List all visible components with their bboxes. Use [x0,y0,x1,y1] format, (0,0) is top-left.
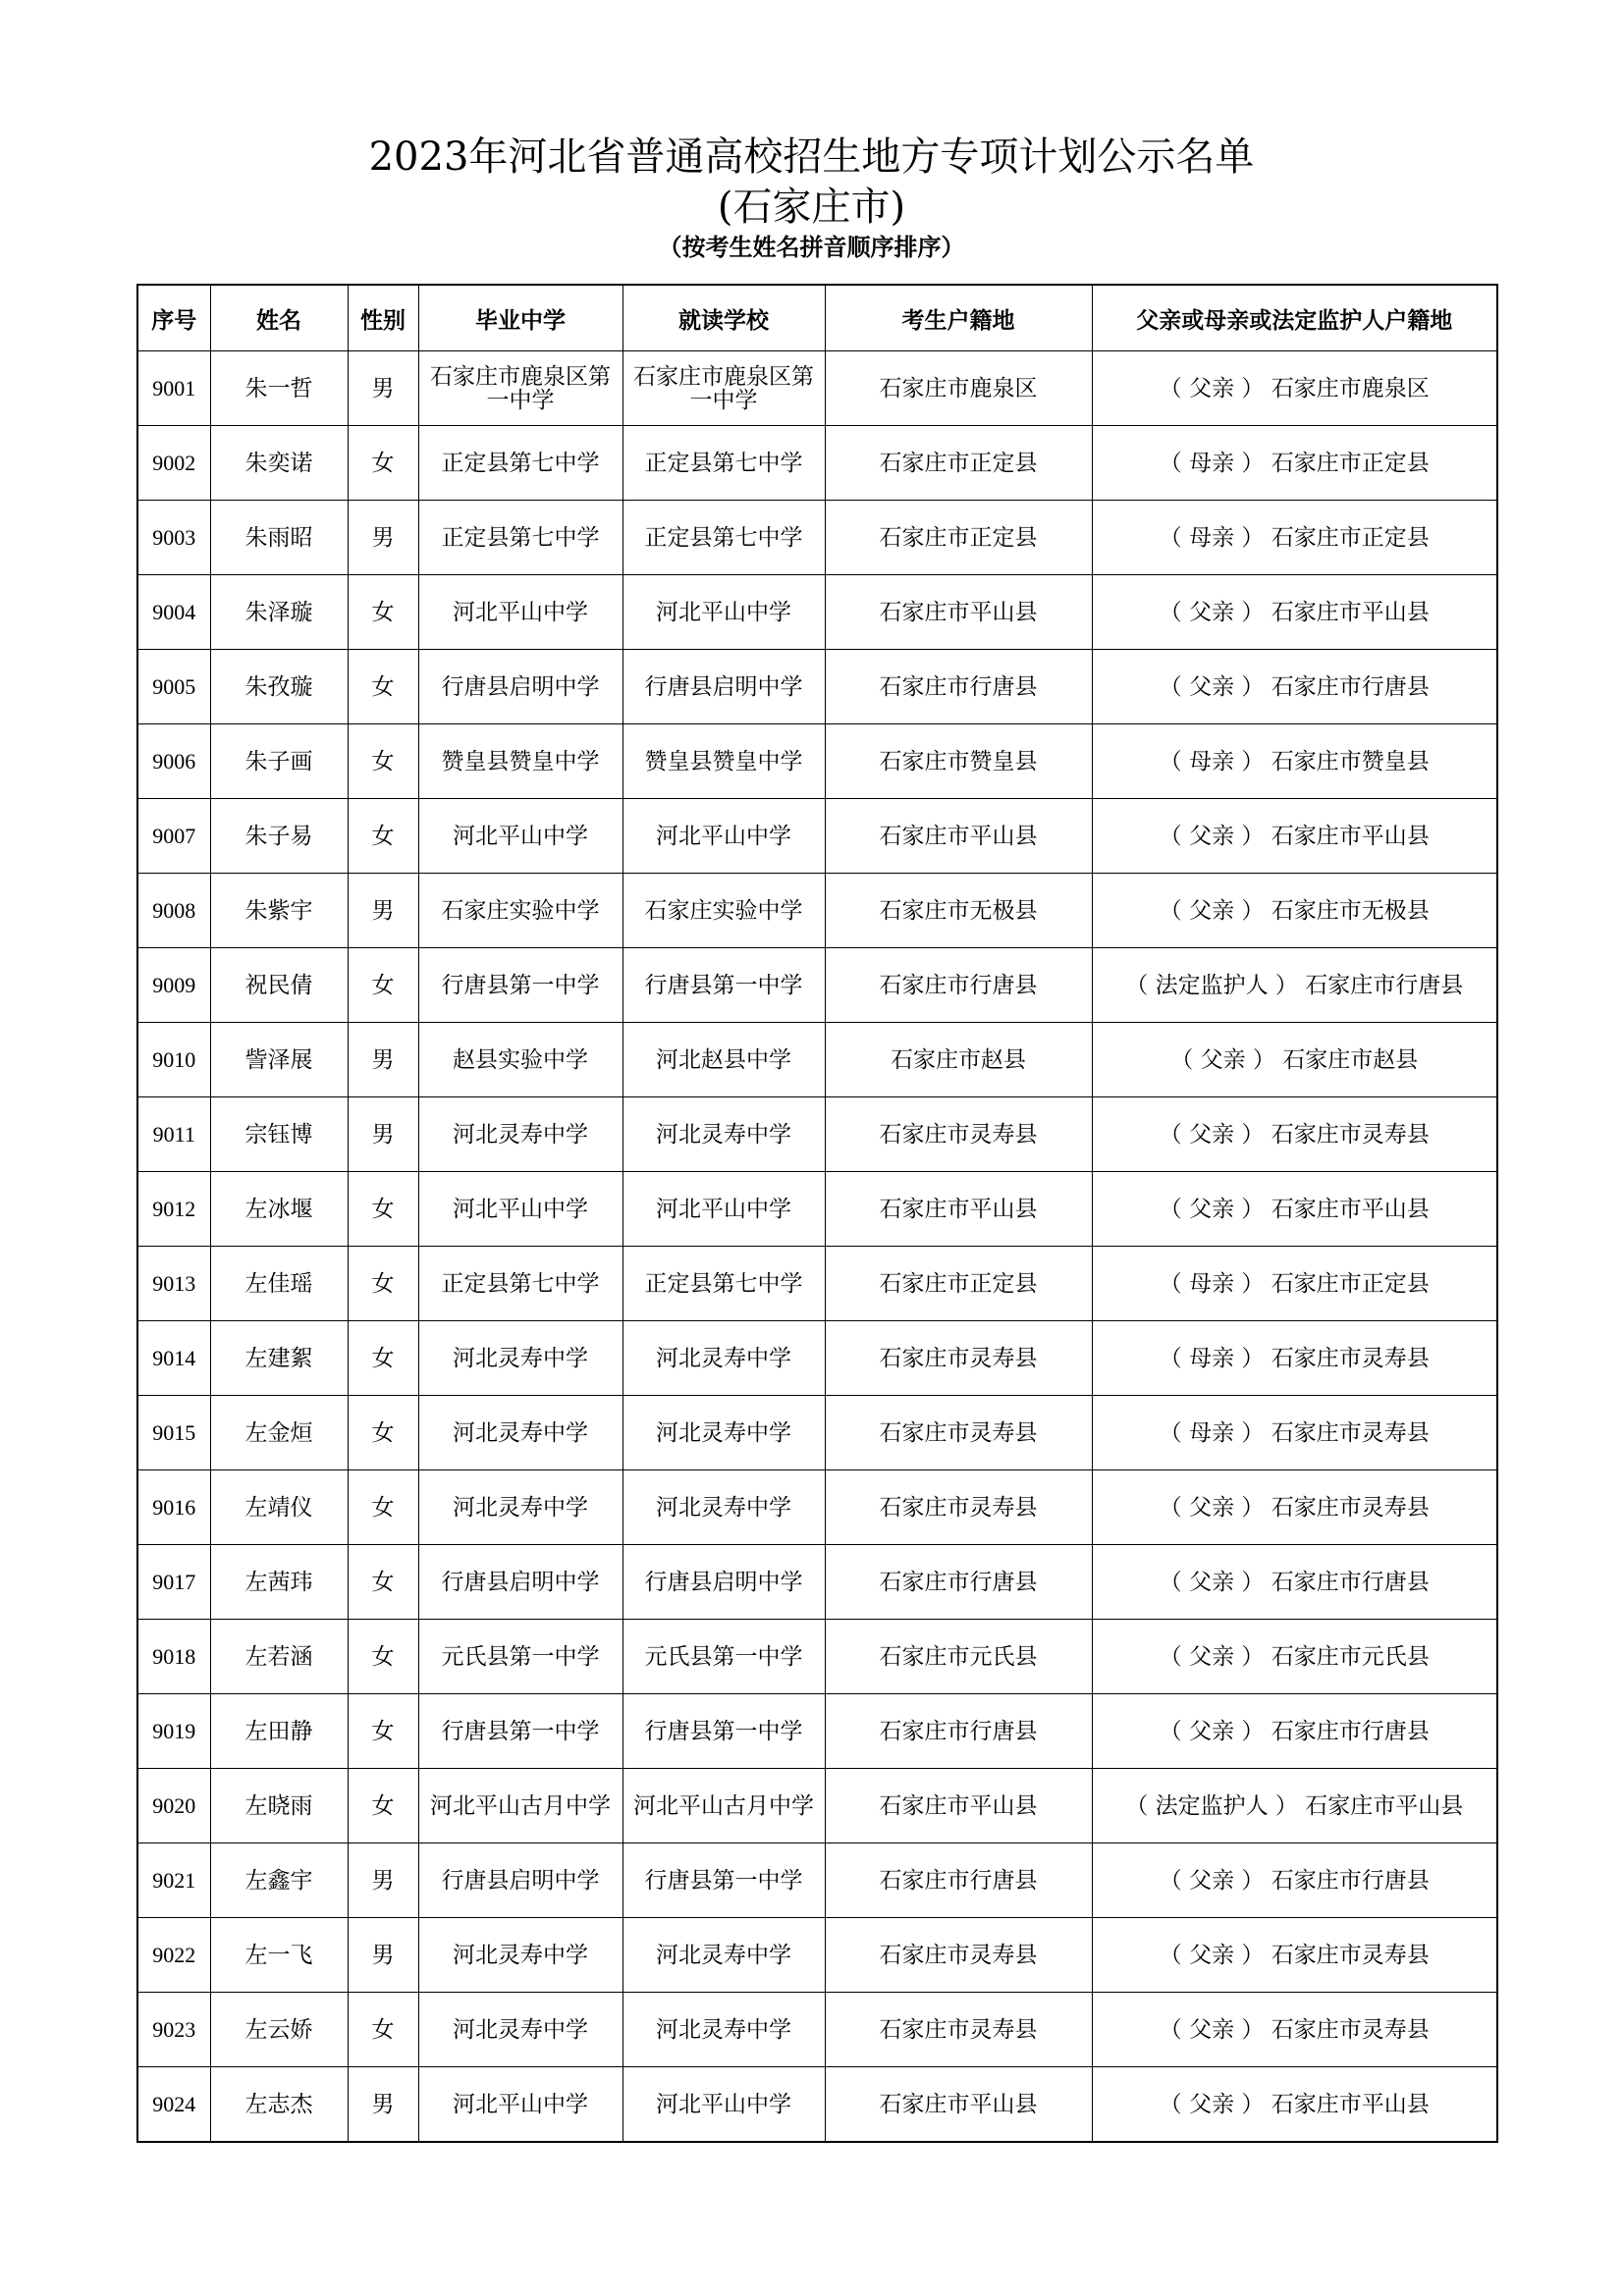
cell-guardian-household: （ 母亲 ） 石家庄市灵寿县 [1092,1396,1497,1470]
cell-graduation-school: 赞皇县赞皇中学 [418,724,622,799]
cell-index: 9014 [137,1321,210,1396]
cell-index: 9011 [137,1097,210,1172]
cell-guardian-household: （ 父亲 ） 石家庄市平山县 [1092,2067,1497,2143]
table-row [137,426,1497,501]
cell-household: 石家庄市赞皇县 [825,724,1092,799]
cell-current-school: 正定县第七中学 [622,426,825,501]
cell-gender: 女 [348,1172,418,1247]
table-row [137,2067,1497,2143]
cell-current-school: 河北灵寿中学 [622,1918,825,1993]
cell-gender: 女 [348,1620,418,1694]
cell-gender: 女 [348,799,418,874]
cell-name: 左靖仪 [210,1470,348,1545]
table-row [137,1023,1497,1097]
cell-graduation-school: 行唐县第一中学 [418,948,622,1023]
cell-gender: 女 [348,1545,418,1620]
cell-name: 左晓雨 [210,1769,348,1843]
cell-household: 石家庄市灵寿县 [825,1993,1092,2067]
cell-index: 9018 [137,1620,210,1694]
cell-index: 9024 [137,2067,210,2143]
table-row [137,1620,1497,1694]
table-row [137,799,1497,874]
cell-guardian-household: （ 父亲 ） 石家庄市平山县 [1092,575,1497,650]
cell-guardian-household: （ 母亲 ） 石家庄市正定县 [1092,426,1497,501]
cell-current-school: 河北平山中学 [622,799,825,874]
cell-guardian-household: （ 父亲 ） 石家庄市灵寿县 [1092,1470,1497,1545]
cell-gender: 女 [348,1769,418,1843]
cell-guardian-household: （ 母亲 ） 石家庄市赞皇县 [1092,724,1497,799]
cell-graduation-school: 石家庄实验中学 [418,874,622,948]
cell-household: 石家庄市鹿泉区 [825,351,1092,426]
cell-guardian-household: （ 父亲 ） 石家庄市赵县 [1092,1023,1497,1097]
cell-current-school: 行唐县第一中学 [622,948,825,1023]
cell-gender: 男 [348,501,418,575]
table-row [137,351,1497,426]
cell-household: 石家庄市行唐县 [825,650,1092,724]
cell-graduation-school: 正定县第七中学 [418,1247,622,1321]
cell-household: 石家庄市行唐县 [825,1694,1092,1769]
cell-household: 石家庄市灵寿县 [825,1396,1092,1470]
cell-graduation-school: 河北灵寿中学 [418,1321,622,1396]
cell-index: 9021 [137,1843,210,1918]
cell-household: 石家庄市灵寿县 [825,1918,1092,1993]
cell-gender: 女 [348,724,418,799]
cell-gender: 男 [348,1918,418,1993]
candidate-table [136,284,1498,2143]
cell-index: 9016 [137,1470,210,1545]
cell-current-school: 河北灵寿中学 [622,1470,825,1545]
cell-guardian-household: （ 父亲 ） 石家庄市行唐县 [1092,1545,1497,1620]
cell-name: 左冰堰 [210,1172,348,1247]
cell-gender: 女 [348,948,418,1023]
table-body [137,351,1497,2143]
cell-index: 9023 [137,1993,210,2067]
column-header-household: 考生户籍地 [825,285,1092,351]
cell-index: 9004 [137,575,210,650]
cell-graduation-school: 行唐县启明中学 [418,1843,622,1918]
cell-index: 9022 [137,1918,210,1993]
cell-graduation-school: 河北平山古月中学 [418,1769,622,1843]
column-header-graduation-school: 毕业中学 [418,285,622,351]
cell-name: 朱雨昭 [210,501,348,575]
cell-name: 朱子易 [210,799,348,874]
cell-index: 9019 [137,1694,210,1769]
cell-gender: 男 [348,1843,418,1918]
cell-household: 石家庄市元氏县 [825,1620,1092,1694]
cell-name: 左鑫宇 [210,1843,348,1918]
cell-guardian-household: （ 父亲 ） 石家庄市灵寿县 [1092,1097,1497,1172]
cell-name: 朱孜璇 [210,650,348,724]
table-row [137,1396,1497,1470]
cell-index: 9003 [137,501,210,575]
cell-household: 石家庄市正定县 [825,1247,1092,1321]
cell-gender: 女 [348,1694,418,1769]
cell-gender: 男 [348,1097,418,1172]
table-row [137,1545,1497,1620]
table-row [137,501,1497,575]
column-header-guardian-household: 父亲或母亲或法定监护人户籍地 [1092,285,1497,351]
cell-household: 石家庄市灵寿县 [825,1470,1092,1545]
cell-gender: 女 [348,650,418,724]
cell-graduation-school: 河北平山中学 [418,575,622,650]
cell-guardian-household: （ 父亲 ） 石家庄市行唐县 [1092,650,1497,724]
cell-current-school: 河北灵寿中学 [622,1097,825,1172]
cell-index: 9006 [137,724,210,799]
cell-household: 石家庄市灵寿县 [825,1097,1092,1172]
cell-household: 石家庄市正定县 [825,426,1092,501]
cell-gender: 女 [348,1247,418,1321]
cell-current-school: 赞皇县赞皇中学 [622,724,825,799]
cell-graduation-school: 河北平山中学 [418,799,622,874]
cell-current-school: 正定县第七中学 [622,501,825,575]
cell-name: 左志杰 [210,2067,348,2143]
cell-guardian-household: （ 法定监护人 ） 石家庄市行唐县 [1092,948,1497,1023]
table-header-row [137,285,1497,351]
cell-graduation-school: 正定县第七中学 [418,426,622,501]
column-header-name: 姓名 [210,285,348,351]
cell-current-school: 行唐县第一中学 [622,1694,825,1769]
cell-household: 石家庄市灵寿县 [825,1321,1092,1396]
cell-gender: 女 [348,426,418,501]
cell-guardian-household: （ 父亲 ） 石家庄市灵寿县 [1092,1918,1497,1993]
table-row [137,575,1497,650]
cell-household: 石家庄市平山县 [825,2067,1092,2143]
cell-current-school: 石家庄实验中学 [622,874,825,948]
cell-name: 朱子画 [210,724,348,799]
cell-current-school: 河北平山中学 [622,1172,825,1247]
cell-name: 左若涵 [210,1620,348,1694]
cell-current-school: 正定县第七中学 [622,1247,825,1321]
cell-gender: 女 [348,1396,418,1470]
table-row [137,1097,1497,1172]
cell-name: 朱奕诺 [210,426,348,501]
cell-graduation-school: 正定县第七中学 [418,501,622,575]
cell-current-school: 河北平山中学 [622,575,825,650]
cell-current-school: 元氏县第一中学 [622,1620,825,1694]
cell-current-school: 河北灵寿中学 [622,1321,825,1396]
cell-household: 石家庄市行唐县 [825,1843,1092,1918]
cell-household: 石家庄市平山县 [825,799,1092,874]
cell-name: 左建絮 [210,1321,348,1396]
cell-graduation-school: 石家庄市鹿泉区第一中学 [418,351,622,426]
cell-guardian-household: （ 父亲 ） 石家庄市平山县 [1092,1172,1497,1247]
table-row [137,1993,1497,2067]
cell-graduation-school: 元氏县第一中学 [418,1620,622,1694]
cell-index: 9015 [137,1396,210,1470]
cell-current-school: 河北赵县中学 [622,1023,825,1097]
cell-guardian-household: （ 父亲 ） 石家庄市无极县 [1092,874,1497,948]
cell-guardian-household: （ 父亲 ） 石家庄市鹿泉区 [1092,351,1497,426]
cell-guardian-household: （ 父亲 ） 石家庄市行唐县 [1092,1694,1497,1769]
cell-index: 9007 [137,799,210,874]
table-row [137,1470,1497,1545]
cell-name: 左一飞 [210,1918,348,1993]
cell-guardian-household: （ 法定监护人 ） 石家庄市平山县 [1092,1769,1497,1843]
cell-graduation-school: 河北灵寿中学 [418,1993,622,2067]
cell-current-school: 行唐县启明中学 [622,1545,825,1620]
table-row [137,1843,1497,1918]
cell-name: 左田静 [210,1694,348,1769]
table-row [137,874,1497,948]
cell-guardian-household: （ 父亲 ） 石家庄市灵寿县 [1092,1993,1497,2067]
cell-index: 9013 [137,1247,210,1321]
cell-graduation-school: 河北平山中学 [418,2067,622,2143]
cell-gender: 女 [348,1993,418,2067]
cell-gender: 男 [348,1023,418,1097]
cell-name: 左金烜 [210,1396,348,1470]
cell-household: 石家庄市正定县 [825,501,1092,575]
cell-gender: 男 [348,2067,418,2143]
column-header-gender: 性别 [348,285,418,351]
column-header-current-school: 就读学校 [622,285,825,351]
table-row [137,1321,1497,1396]
cell-name: 左佳瑶 [210,1247,348,1321]
cell-gender: 女 [348,1321,418,1396]
table-row [137,724,1497,799]
cell-current-school: 河北灵寿中学 [622,1993,825,2067]
cell-guardian-household: （ 父亲 ） 石家庄市元氏县 [1092,1620,1497,1694]
cell-graduation-school: 河北灵寿中学 [418,1470,622,1545]
table-row [137,1694,1497,1769]
sort-note: （按考生姓名拼音顺序排序） [658,233,965,261]
cell-index: 9009 [137,948,210,1023]
cell-graduation-school: 河北灵寿中学 [418,1918,622,1993]
cell-gender: 男 [348,874,418,948]
cell-current-school: 河北灵寿中学 [622,1396,825,1470]
cell-graduation-school: 行唐县启明中学 [418,1545,622,1620]
cell-graduation-school: 河北平山中学 [418,1172,622,1247]
cell-guardian-household: （ 母亲 ） 石家庄市正定县 [1092,501,1497,575]
city-subtitle: (石家庄市) [717,185,906,230]
table-row [137,1769,1497,1843]
table-row [137,948,1497,1023]
table-row [137,650,1497,724]
cell-name: 朱泽璇 [210,575,348,650]
cell-gender: 男 [348,351,418,426]
cell-graduation-school: 河北灵寿中学 [418,1097,622,1172]
cell-graduation-school: 行唐县第一中学 [418,1694,622,1769]
cell-name: 左茜玮 [210,1545,348,1620]
cell-current-school: 石家庄市鹿泉区第一中学 [622,351,825,426]
table-row [137,1172,1497,1247]
cell-current-school: 河北平山中学 [622,2067,825,2143]
cell-gender: 女 [348,1470,418,1545]
cell-household: 石家庄市无极县 [825,874,1092,948]
cell-index: 9005 [137,650,210,724]
cell-index: 9017 [137,1545,210,1620]
cell-name: 左云娇 [210,1993,348,2067]
cell-household: 石家庄市赵县 [825,1023,1092,1097]
cell-name: 朱一哲 [210,351,348,426]
cell-guardian-household: （ 父亲 ） 石家庄市平山县 [1092,799,1497,874]
cell-guardian-household: （ 父亲 ） 石家庄市行唐县 [1092,1843,1497,1918]
cell-current-school: 行唐县第一中学 [622,1843,825,1918]
cell-household: 石家庄市平山县 [825,1172,1092,1247]
table-row [137,1918,1497,1993]
cell-current-school: 行唐县启明中学 [622,650,825,724]
cell-name: 訾泽展 [210,1023,348,1097]
page-title: 2023年河北省普通高校招生地方专项计划公示名单 [368,134,1255,180]
cell-guardian-household: （ 母亲 ） 石家庄市灵寿县 [1092,1321,1497,1396]
cell-guardian-household: （ 母亲 ） 石家庄市正定县 [1092,1247,1497,1321]
cell-household: 石家庄市行唐县 [825,948,1092,1023]
cell-graduation-school: 行唐县启明中学 [418,650,622,724]
cell-current-school: 河北平山古月中学 [622,1769,825,1843]
cell-name: 祝民倩 [210,948,348,1023]
cell-index: 9008 [137,874,210,948]
cell-name: 朱紫宇 [210,874,348,948]
cell-household: 石家庄市平山县 [825,575,1092,650]
cell-index: 9012 [137,1172,210,1247]
cell-name: 宗钰博 [210,1097,348,1172]
cell-index: 9010 [137,1023,210,1097]
cell-household: 石家庄市行唐县 [825,1545,1092,1620]
cell-gender: 女 [348,575,418,650]
table-row [137,1247,1497,1321]
cell-graduation-school: 河北灵寿中学 [418,1396,622,1470]
cell-graduation-school: 赵县实验中学 [418,1023,622,1097]
cell-index: 9020 [137,1769,210,1843]
cell-household: 石家庄市平山县 [825,1769,1092,1843]
cell-index: 9001 [137,351,210,426]
cell-index: 9002 [137,426,210,501]
column-header-index: 序号 [137,285,210,351]
